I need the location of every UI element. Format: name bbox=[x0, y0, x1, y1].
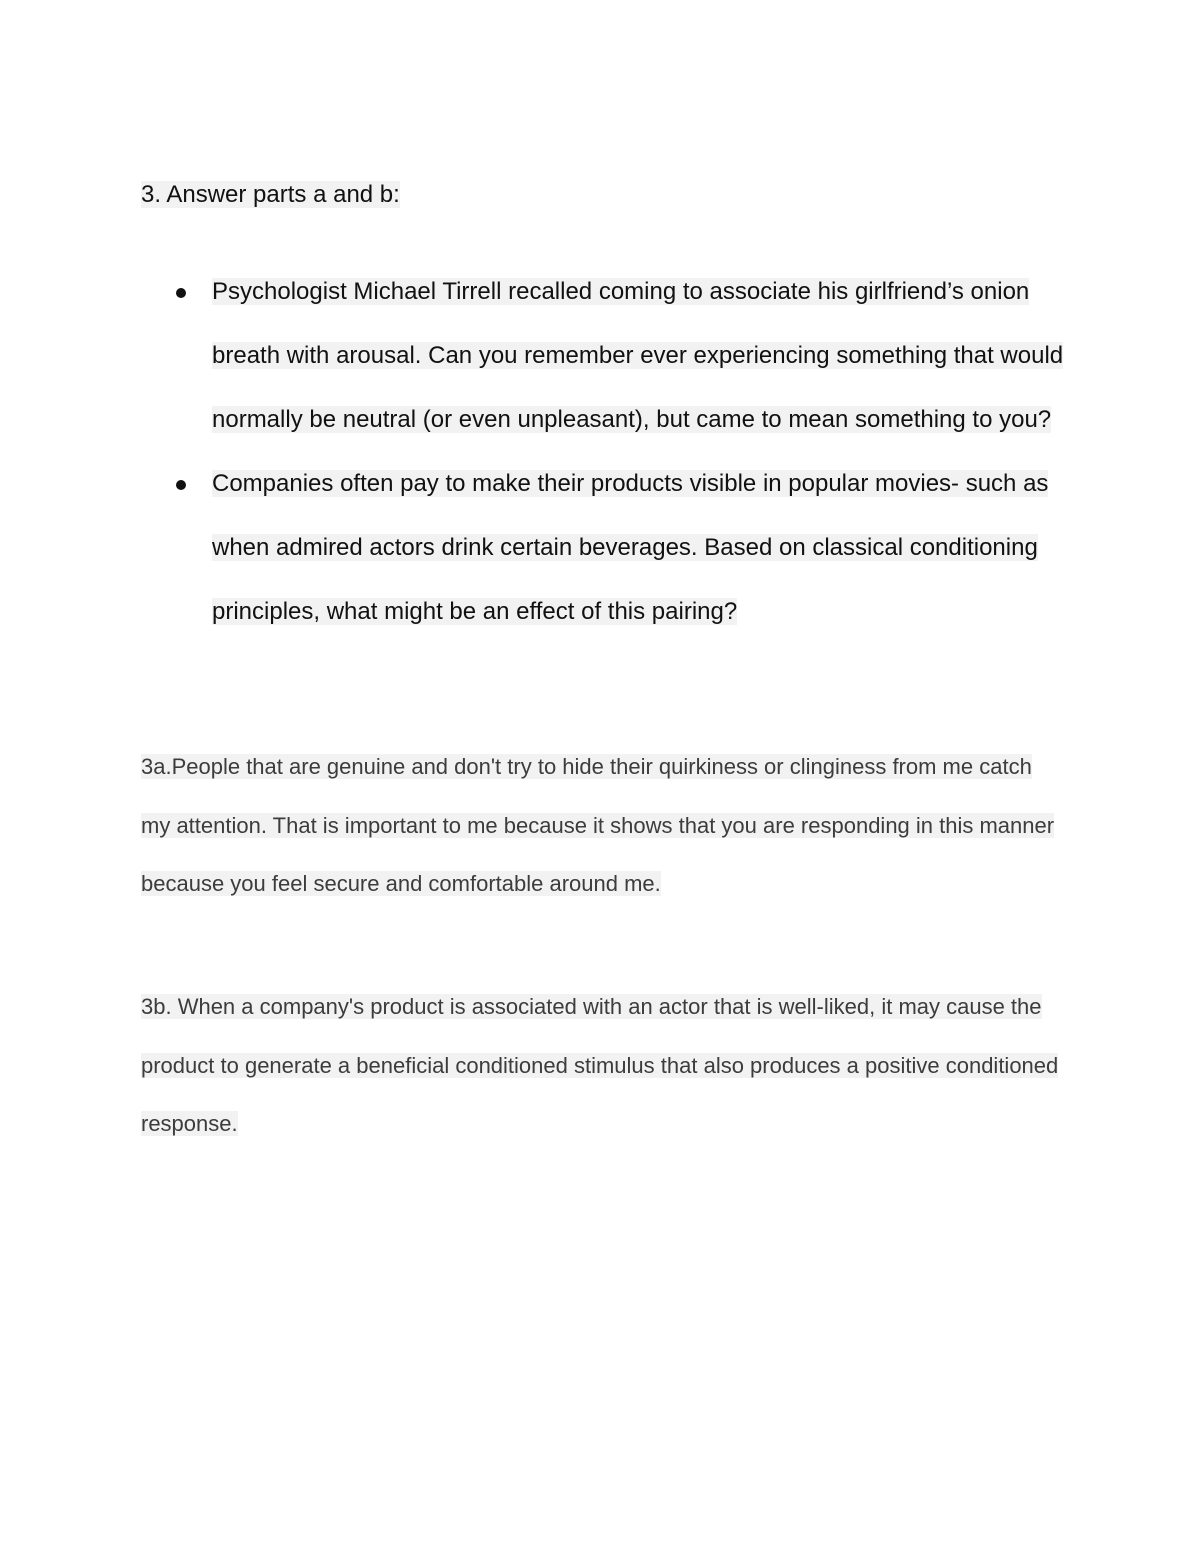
answer-3b bbox=[141, 978, 1061, 1154]
answer-3b-text: 3b. When a company's product is associated with an actor that is well-liked, it may cause the product to generate a beneficial conditioned stimulus that also produces a positive conditioned response. bbox=[141, 994, 1059, 1136]
question-heading-text: 3. Answer parts a and b: bbox=[141, 181, 400, 208]
answer-3a bbox=[141, 738, 1061, 914]
question-bullet-list bbox=[176, 260, 1076, 644]
question-bullet-text: Companies often pay to make their products visible in popular movies- such as when admired actors drink certain beverages. Based on classical conditioning principles, what might be an effect of this pairing? bbox=[212, 470, 1049, 625]
question-bullet-item bbox=[176, 452, 1076, 644]
bullet-dot-icon bbox=[176, 480, 186, 490]
bullet-dot-icon bbox=[176, 288, 186, 298]
question-heading bbox=[141, 179, 400, 211]
question-bullet-text: Psychologist Michael Tirrell recalled coming to associate his girlfriend’s onion breath with arousal. Can you remember ever experiencing something that would normally be neutral (or even unpleasant), but came to mean something to you? bbox=[212, 278, 1064, 433]
answer-3a-text: 3a.People that are genuine and don't try to hide their quirkiness or clinginess from me catch my attention. That is important to me because it shows that you are responding in this manner because you feel secure and comfortable around me. bbox=[141, 754, 1055, 896]
question-bullet-item bbox=[176, 260, 1076, 452]
